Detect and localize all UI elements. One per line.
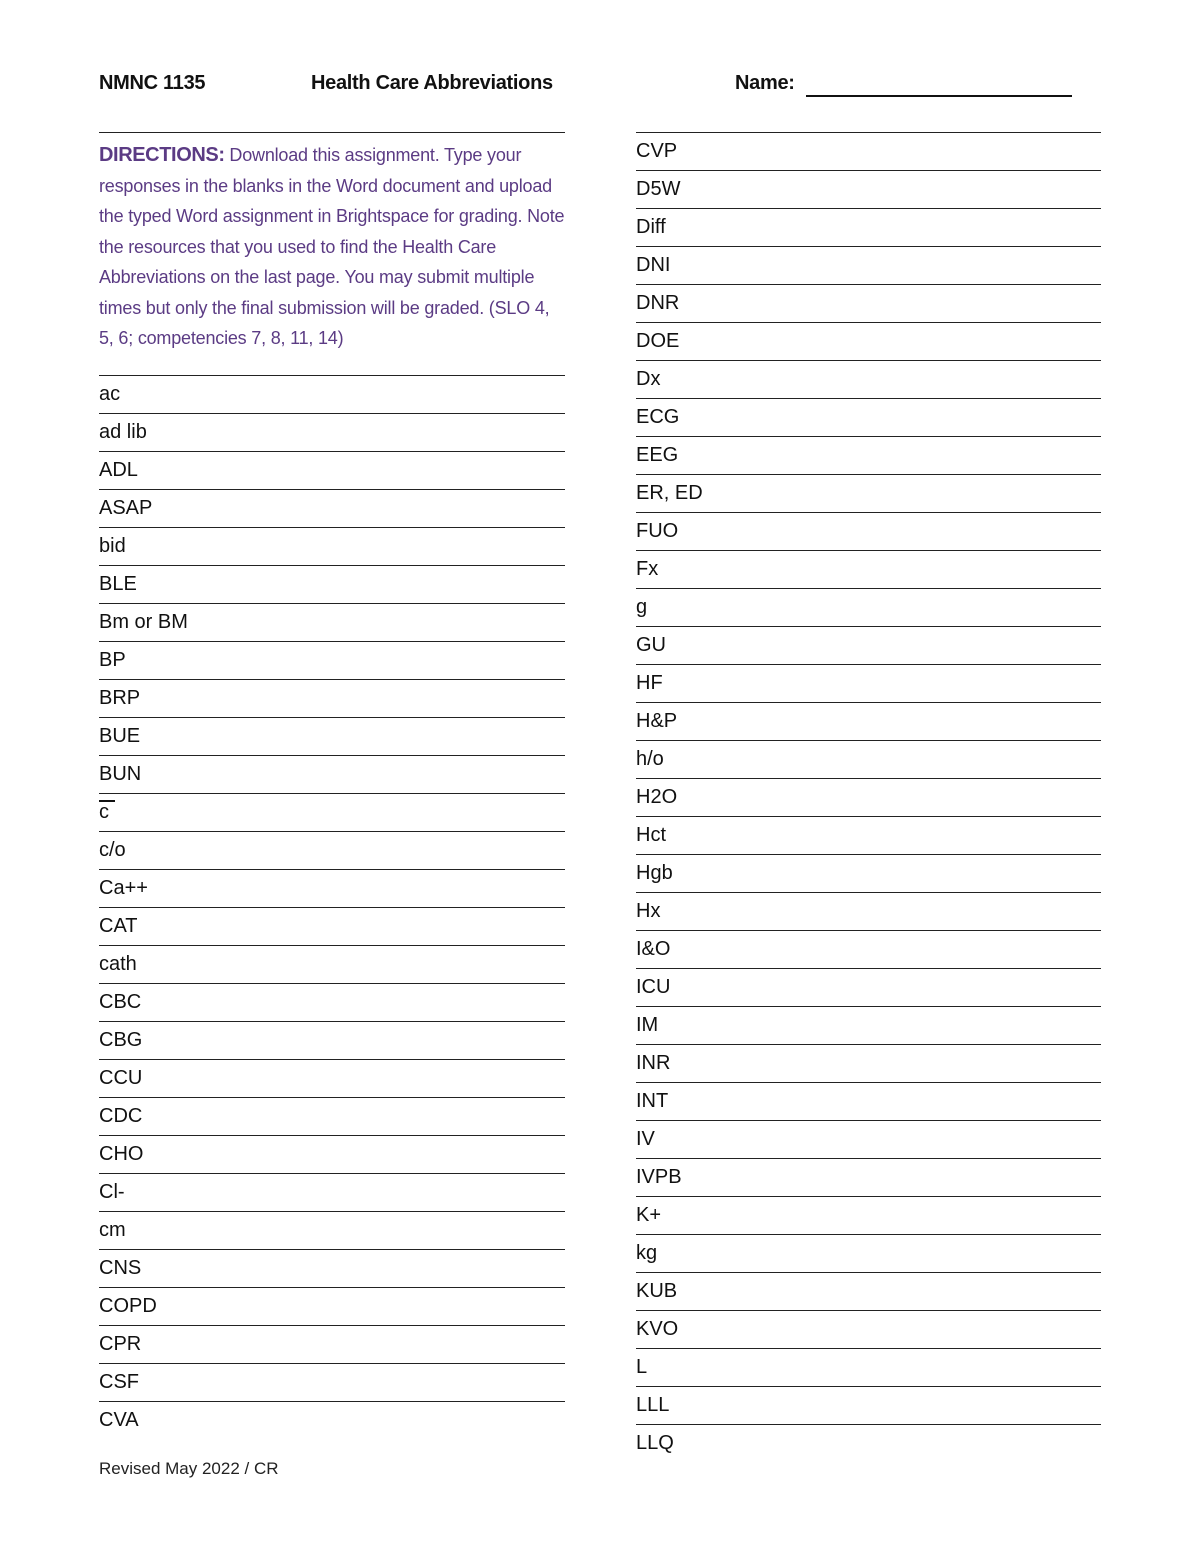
term-row[interactable] [99,603,565,641]
term-row[interactable] [99,489,565,527]
term-label: g [636,596,648,618]
term-row[interactable] [636,968,1101,1006]
term-label: CNS [99,1257,142,1279]
term-label: CVP [636,140,678,162]
term-row[interactable] [99,717,565,755]
term-row[interactable] [99,1287,565,1325]
term-row[interactable] [636,512,1101,550]
term-row[interactable] [99,1059,565,1097]
term-row[interactable] [636,702,1101,740]
term-label: KUB [636,1280,678,1302]
term-label: ac [99,383,121,405]
term-row[interactable] [99,1021,565,1059]
term-label: K+ [636,1204,662,1226]
directions-block [99,132,565,375]
term-label: KVO [636,1318,679,1340]
term-row[interactable] [99,869,565,907]
term-row[interactable] [636,246,1101,284]
term-label: DOE [636,330,680,352]
term-label: bid [99,535,126,557]
term-row[interactable] [99,527,565,565]
left-column [99,132,565,1439]
term-row[interactable] [636,626,1101,664]
term-label: ER, ED [636,482,703,504]
term-row[interactable] [636,1158,1101,1196]
term-label: cath [99,953,137,975]
term-row[interactable] [99,565,565,603]
term-label: cm [99,1219,126,1241]
term-row[interactable] [636,854,1101,892]
term-label: COPD [99,1295,157,1317]
page-title: Health Care Abbreviations [311,72,553,94]
term-row[interactable] [636,892,1101,930]
term-label: LLL [636,1394,670,1416]
term-row[interactable] [99,1135,565,1173]
revision-footer: Revised May 2022 / CR [99,1459,279,1478]
term-label: INT [636,1090,669,1112]
document-header [0,72,1200,102]
term-label: CPR [99,1333,142,1355]
term-row[interactable] [99,983,565,1021]
term-label: H2O [636,786,678,808]
term-label: IVPB [636,1166,682,1188]
term-label: Ca++ [99,877,148,899]
term-row[interactable] [99,1325,565,1363]
term-label: Hct [636,824,666,846]
term-label: CHO [99,1143,144,1165]
term-row[interactable] [636,322,1101,360]
term-row[interactable] [99,1249,565,1287]
term-row[interactable] [99,831,565,869]
term-row[interactable] [636,1348,1101,1386]
term-label: IV [636,1128,655,1150]
term-label: HF [636,672,663,694]
term-row[interactable] [636,1006,1101,1044]
term-label: GU [636,634,666,656]
term-label: FUO [636,520,679,542]
term-row[interactable] [99,679,565,717]
term-label: CAT [99,915,138,937]
term-row[interactable] [99,451,565,489]
term-row[interactable] [99,641,565,679]
directions-text: Download this assignment. Type your responses in the blanks in the Word document and upload the typed Word assignment in Brightspace for grading. Note the resources that you used to find the Health Care Abbreviations on the last page. You may submit multiple times but only the final submission will be graded. (SLO 4, 5, 6; competencies 7, 8, 11, 14) [99,145,565,348]
name-label: Name: [735,72,795,94]
term-row[interactable] [636,1424,1101,1462]
term-label: H&P [636,710,678,732]
term-row[interactable] [99,1363,565,1401]
name-blank-line[interactable] [806,95,1072,97]
term-row[interactable] [99,1173,565,1211]
term-label: ADL [99,459,138,481]
term-row[interactable] [636,550,1101,588]
term-row[interactable] [636,816,1101,854]
term-row[interactable] [99,755,565,793]
term-label: ad lib [99,421,147,443]
term-row[interactable] [636,1310,1101,1348]
term-label: Hx [636,900,661,922]
term-label: L [636,1356,648,1378]
term-label: DNR [636,292,680,314]
term-label: c [99,801,109,823]
term-row[interactable] [99,907,565,945]
course-code: NMNC 1135 [99,72,206,94]
term-label: EEG [636,444,679,466]
term-row[interactable] [636,398,1101,436]
term-label: LLQ [636,1432,674,1454]
term-row[interactable] [99,413,565,451]
directions-lead: DIRECTIONS: [99,144,225,166]
term-row[interactable] [636,1386,1101,1424]
term-label: ECG [636,406,680,428]
term-row[interactable] [636,474,1101,512]
term-label: CCU [99,1067,143,1089]
term-label: BP [99,649,126,671]
term-label: CSF [99,1371,139,1393]
term-label: Diff [636,216,666,238]
term-label: CVA [99,1409,139,1431]
term-row[interactable] [636,778,1101,816]
term-label: ICU [636,976,671,998]
term-row[interactable] [636,132,1101,170]
term-label: h/o [636,748,664,770]
term-row[interactable] [636,930,1101,968]
term-label: BRP [99,687,141,709]
term-row[interactable] [99,945,565,983]
term-label: IM [636,1014,659,1036]
term-label: CBC [99,991,142,1013]
term-row[interactable] [99,1097,565,1135]
term-label: CBG [99,1029,143,1051]
term-label: CDC [99,1105,143,1127]
term-row[interactable] [636,740,1101,778]
term-label: INR [636,1052,671,1074]
term-row[interactable] [636,360,1101,398]
overbar-mark [99,800,115,802]
term-row[interactable] [636,664,1101,702]
term-row[interactable] [99,793,565,831]
term-row[interactable] [636,588,1101,626]
term-row[interactable] [636,1196,1101,1234]
term-row[interactable] [636,1272,1101,1310]
term-row[interactable] [636,208,1101,246]
term-row[interactable] [636,284,1101,322]
term-label: I&O [636,938,671,960]
term-label: ASAP [99,497,153,519]
term-label: kg [636,1242,658,1264]
term-label: BLE [99,573,137,595]
term-label: Hgb [636,862,673,884]
right-column [636,132,1101,1462]
term-label: D5W [636,178,681,200]
term-row[interactable] [636,1044,1101,1082]
term-label: BUE [99,725,141,747]
term-label: Fx [636,558,659,580]
term-row[interactable] [99,1401,565,1439]
term-label: Dx [636,368,661,390]
term-row[interactable] [99,1211,565,1249]
term-label: Bm or BM [99,611,188,633]
term-label: DNI [636,254,671,276]
term-row[interactable] [636,1120,1101,1158]
term-label: Cl- [99,1181,125,1203]
term-row[interactable] [636,1082,1101,1120]
term-row[interactable] [636,1234,1101,1272]
term-label: BUN [99,763,142,785]
term-label: c/o [99,839,126,861]
term-row[interactable] [99,375,565,413]
term-row[interactable] [636,436,1101,474]
term-row[interactable] [636,170,1101,208]
